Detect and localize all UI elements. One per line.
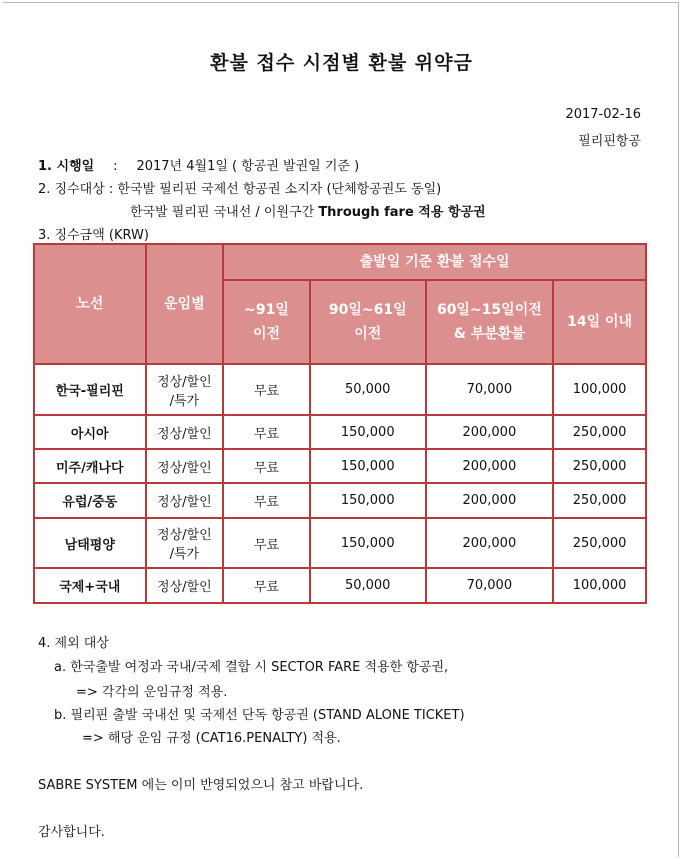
notice-text: SABRE SYSTEM 에는 이미 반영되었으니 참고 바랍니다. — [38, 778, 364, 793]
value-cell: 무료 — [223, 449, 310, 483]
route-cell: 아시아 — [34, 415, 146, 449]
fare-type-cell — [146, 415, 224, 449]
effective-date-label: 1. 시행일 — [38, 159, 95, 174]
header-refund-period-group: 출발일 기준 환불 접수일 — [223, 244, 646, 280]
value-cell: 200,000 — [426, 415, 554, 449]
route-cell: 국제+국내 — [34, 568, 146, 603]
value-cell: 무료 — [223, 518, 310, 568]
route-cell: 남태평양 — [34, 518, 146, 568]
value-cell: 200,000 — [426, 449, 554, 483]
target-line-2 — [130, 201, 486, 220]
closing-text: 감사합니다. — [38, 825, 105, 840]
fare-type-line: 정상/할인 — [157, 495, 212, 510]
value-cell: 50,000 — [310, 568, 426, 603]
header-period — [310, 280, 426, 364]
value-cell: 150,000 — [310, 518, 426, 568]
fare-type-line: 정상/할인 — [157, 528, 212, 543]
value-cell: 70,000 — [426, 568, 554, 603]
value-cell: 250,000 — [553, 449, 646, 483]
value-cell: 무료 — [223, 568, 310, 603]
table-row — [34, 568, 646, 603]
header-period — [553, 280, 646, 364]
target-text-2: 한국발 필리핀 국내선 / 이원구간 — [130, 205, 315, 220]
value-cell: 70,000 — [426, 364, 554, 415]
fare-type-cell — [146, 483, 224, 518]
effective-date-line — [38, 155, 359, 174]
value-cell: 150,000 — [310, 449, 426, 483]
document-title: 환불 접수 시점별 환불 위약금 — [210, 52, 473, 74]
issuer-name: 필리핀항공 — [578, 134, 641, 149]
table-row — [34, 518, 646, 568]
header-period-line: & 부분환불 — [453, 326, 525, 342]
target-label: 2. 징수대상 : — [38, 182, 114, 197]
header-period — [223, 280, 310, 364]
exclusion-b-note: => 해당 운임 규정 (CAT16.PENALTY) 적용. — [82, 731, 341, 746]
effective-date-text: 2017년 4월1일 ( 항공권 발권일 기준 ) — [136, 159, 360, 174]
value-cell: 150,000 — [310, 415, 426, 449]
value-cell: 250,000 — [553, 415, 646, 449]
route-cell: 미주/캐나다 — [34, 449, 146, 483]
fare-type-line: /특가 — [169, 393, 200, 409]
value-cell: 200,000 — [426, 483, 554, 518]
value-cell: 무료 — [223, 415, 310, 449]
route-cell: 유럽/중동 — [34, 483, 146, 518]
table-row — [34, 483, 646, 518]
table-row — [34, 415, 646, 449]
header-period-line: 이전 — [253, 326, 281, 342]
target-text-1: 한국발 필리핀 국제선 항공권 소지자 (단체항공권도 동일) — [117, 182, 442, 197]
document-date: 2017-02-16 — [565, 107, 641, 122]
value-cell: 250,000 — [553, 518, 646, 568]
value-cell: 무료 — [223, 483, 310, 518]
header-period-line: 이전 — [354, 326, 382, 342]
effective-date-colon: : — [113, 159, 118, 174]
exclusion-a-note: => 각각의 운임규정 적용. — [76, 685, 228, 700]
value-cell: 50,000 — [310, 364, 426, 415]
header-period-line: ~91일 — [244, 302, 289, 318]
header-period-line: 60일~15일이전 — [436, 302, 542, 318]
table-row — [34, 364, 646, 415]
target-line-1 — [38, 178, 441, 197]
amount-label: 3. 징수금액 (KRW) — [38, 228, 149, 243]
fare-type-cell — [146, 518, 224, 568]
exclusion-b: b. 필리핀 출발 국내선 및 국제선 단독 항공권 (STAND ALONE TICKET) — [54, 708, 465, 723]
fare-type-line: 정상/할인 — [157, 374, 212, 390]
header-period-line: 90일~61일 — [328, 302, 407, 318]
fare-type-cell — [146, 568, 224, 603]
fare-type-line: 정상/할인 — [157, 426, 212, 442]
fare-type-line: /특가 — [169, 547, 200, 562]
exclusions-label: 4. 제외 대상 — [38, 636, 109, 651]
value-cell: 100,000 — [553, 568, 646, 603]
value-cell: 무료 — [223, 364, 310, 415]
table-row — [34, 449, 646, 483]
value-cell: 200,000 — [426, 518, 554, 568]
fare-type-cell — [146, 364, 224, 415]
value-cell: 150,000 — [310, 483, 426, 518]
fare-type-line: 정상/할인 — [157, 460, 212, 476]
target-text-2-bold: Through fare 적용 항공권 — [318, 205, 486, 220]
value-cell: 250,000 — [553, 483, 646, 518]
fare-type-cell — [146, 449, 224, 483]
exclusion-a: a. 한국출발 여정과 국내/국제 결합 시 SECTOR FARE 적용한 항공권, — [54, 660, 449, 675]
route-cell: 한국-필리핀 — [34, 364, 146, 415]
header-period-line: 14일 이내 — [567, 314, 633, 330]
value-cell: 100,000 — [553, 364, 646, 415]
header-fare-type: 운임별 — [146, 244, 224, 364]
header-period — [426, 280, 554, 364]
header-route: 노선 — [34, 244, 146, 364]
fare-type-line: 정상/할인 — [157, 580, 212, 595]
penalty-table — [33, 243, 647, 604]
